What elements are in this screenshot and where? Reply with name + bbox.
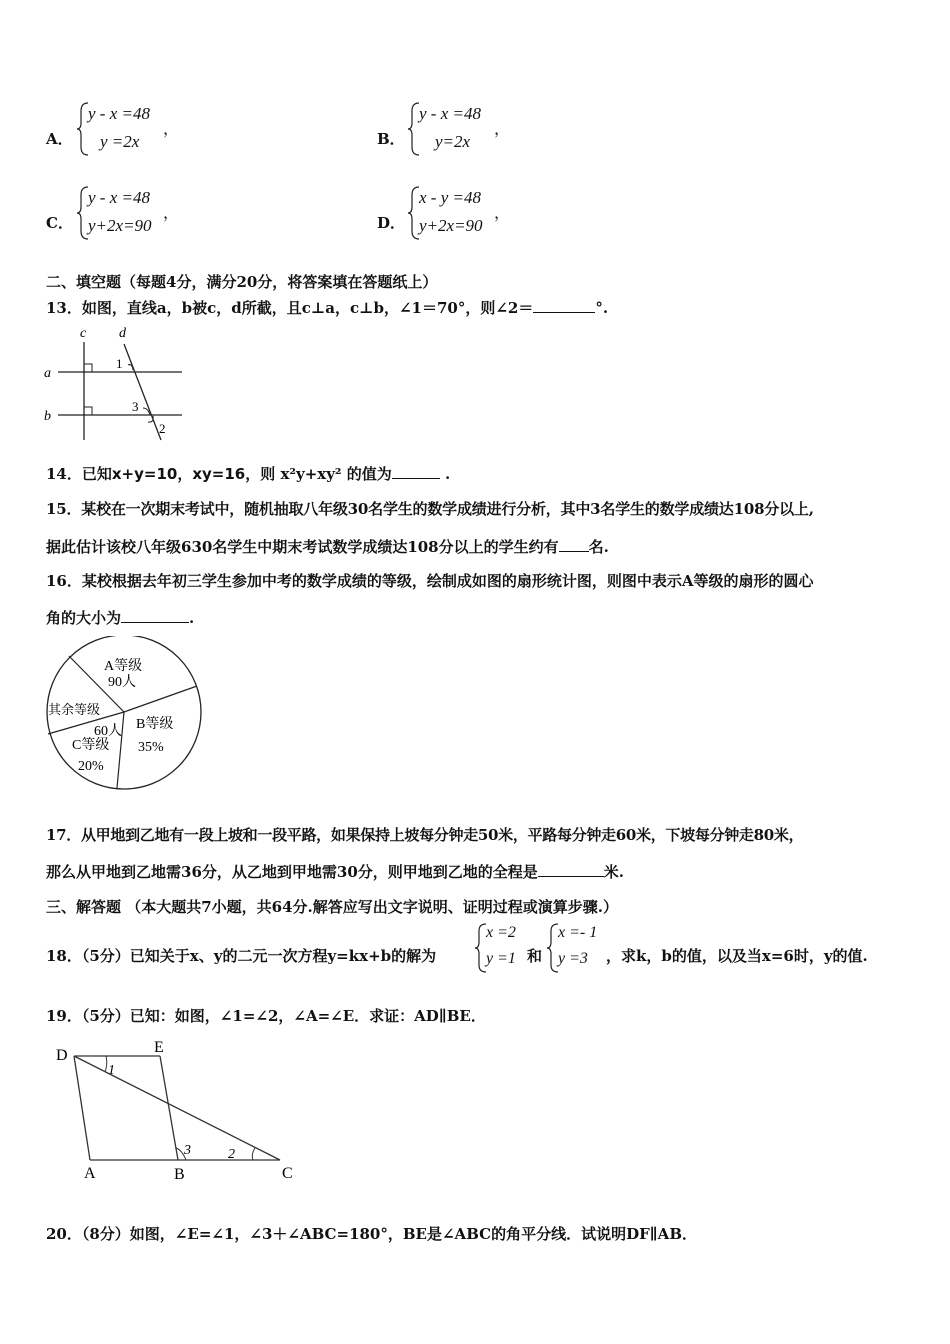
label-a: A — [84, 1165, 96, 1182]
q16-text-b: . — [189, 609, 195, 627]
option-c-system — [88, 184, 152, 240]
label-angle-2: 2 — [228, 1147, 235, 1162]
right-angle-mark-a — [84, 364, 92, 372]
option-c-comma: ， — [163, 203, 180, 222]
q18-text-a: 18．（5分）已知关于x、y的二元一次方程y=kx+b的解为 — [46, 947, 437, 965]
q13-figure — [40, 322, 190, 444]
q14-text-c: . — [439, 465, 451, 483]
label-b: b — [44, 409, 51, 424]
question-13 — [46, 297, 608, 318]
angle-2-arc — [252, 1148, 255, 1160]
q13-text: 13．如图，直线a，b被c，d所截，且c⊥a，c⊥b，∠1＝70°，则∠2＝ — [46, 299, 534, 317]
label-c: c — [80, 326, 87, 341]
option-b-comma: ， — [494, 119, 511, 138]
option-b-label: B． — [377, 130, 405, 148]
q17-line-1: 17．从甲地到乙地有一段上坡和一段平路，如果保持上坡每分钟走50米，平路每分钟走60米，下坡每分钟走80米， — [46, 826, 804, 844]
question-14 — [46, 463, 450, 484]
option-d-system — [419, 184, 483, 240]
q14-text-a: 14．已知 — [46, 465, 112, 483]
question-20: 20．（8分）如图，∠E=∠1，∠3＋∠ABC=180°，BE是∠ABC的角平分线．试说明DF∥AB． — [46, 1225, 698, 1243]
q16-line-2 — [46, 607, 194, 628]
option-d-eq1: x - y =48 — [419, 188, 481, 207]
q13-answer-blank — [533, 298, 595, 313]
q17-text-a: 那么从甲地到乙地需36分，从乙地到甲地需30分，则甲地到乙地的全程是 — [46, 863, 538, 881]
option-d-label: D． — [377, 214, 406, 232]
label-d: D — [56, 1047, 68, 1064]
option-a-system — [88, 100, 150, 156]
slice-other-name: 其余等级 — [48, 702, 101, 717]
option-b-eq1: y - x =48 — [419, 104, 481, 123]
label-angle-3: 3 — [184, 1143, 191, 1158]
label-angle-2: 2 — [159, 421, 166, 436]
q17-line-2 — [46, 861, 624, 882]
q18-system-2 — [558, 920, 597, 972]
label-b: B — [174, 1166, 185, 1183]
segment-da — [74, 1056, 90, 1160]
option-c-eq2: y+2x=90 — [88, 216, 152, 235]
q15-text-a: 据此估计该校八年级630名学生中期末考试数学成绩达108分以上的学生约有 — [46, 538, 559, 556]
q19-figure — [50, 1036, 310, 1184]
pie-chart — [42, 636, 212, 794]
label-angle-1: 1 — [116, 356, 123, 371]
label-c: C — [282, 1165, 293, 1182]
slice-b-value: 35% — [138, 740, 164, 755]
q18-system-1 — [486, 920, 516, 972]
label-a: a — [44, 366, 51, 381]
slice-c-name: C等级 — [72, 738, 110, 753]
option-a-comma: ， — [163, 119, 180, 138]
option-b-system — [419, 100, 481, 156]
slice-c-value: 20% — [78, 759, 104, 774]
section-2-title: 二、填空题（每题4分，满分20分，将答案填在答题纸上） — [46, 273, 438, 291]
q18-and: 和 — [527, 947, 543, 965]
q17-text-b: 米. — [603, 863, 624, 881]
q18-sys1-eq1: x =2 — [486, 924, 516, 941]
q18-sys2-eq1: x =- 1 — [558, 924, 598, 941]
q16-line-1: 16．某校根据去年初三学生参加中考的数学成绩的等级，绘制成如图的扇形统计图，则图中表示A等级的扇形的圆心 — [46, 572, 814, 590]
right-angle-mark-b — [84, 407, 92, 415]
slice-a-value: 90人 — [108, 675, 136, 690]
q15-line-2 — [46, 536, 609, 557]
q14-expression: x+y=10，xy=16 — [111, 465, 246, 483]
option-a-label: A． — [46, 130, 73, 148]
option-d-eq2: y+2x=90 — [419, 216, 483, 235]
slice-a-name: A等级 — [104, 659, 143, 674]
label-d: d — [119, 326, 126, 341]
option-b-eq2: y=2x — [435, 132, 471, 151]
q15-text-b: 名. — [588, 538, 609, 556]
segment-eb — [160, 1056, 178, 1160]
line-d — [124, 344, 161, 440]
q13-text-end: °. — [595, 299, 609, 317]
option-c-eq1: y - x =48 — [88, 188, 150, 207]
label-angle-3: 3 — [132, 399, 139, 414]
question-19: 19．（5分）已知：如图，∠1=∠2，∠A=∠E．求证：AD∥BE． — [46, 1007, 486, 1025]
q14-text-b: ，则 x²y+xy² 的值为 — [245, 465, 392, 483]
q17-answer-blank — [538, 862, 604, 877]
q18-sys2-eq2: y =3 — [558, 950, 588, 967]
option-d-comma: ， — [494, 203, 511, 222]
q15-line-1: 15．某校在一次期末考试中，随机抽取八年级30名学生的数学成绩进行分析，其中3名学生的数学成绩达108分以上, — [46, 500, 814, 518]
option-c-label: C． — [46, 214, 73, 232]
label-angle-1: 1 — [108, 1063, 115, 1078]
q16-text-a: 角的大小为 — [46, 609, 122, 627]
slice-other-value: 60人 — [94, 724, 122, 739]
angle-1-arc — [105, 1056, 107, 1072]
section-3-title: 三、解答题 （本大题共7小题，共64分.解答应写出文字说明、证明过程或演算步骤.） — [46, 898, 618, 916]
q15-answer-blank — [559, 537, 589, 552]
q18-sys1-eq2: y =1 — [486, 950, 516, 967]
q16-answer-blank — [121, 608, 189, 623]
option-a-eq1: y - x =48 — [88, 104, 150, 123]
option-a-eq2: y =2x — [100, 132, 140, 151]
label-e: E — [154, 1039, 164, 1056]
q18-text-b: ，求k，b的值，以及当x=6时，y的值. — [606, 947, 868, 965]
q14-answer-blank — [392, 464, 440, 479]
slice-b-name: B等级 — [136, 717, 174, 732]
